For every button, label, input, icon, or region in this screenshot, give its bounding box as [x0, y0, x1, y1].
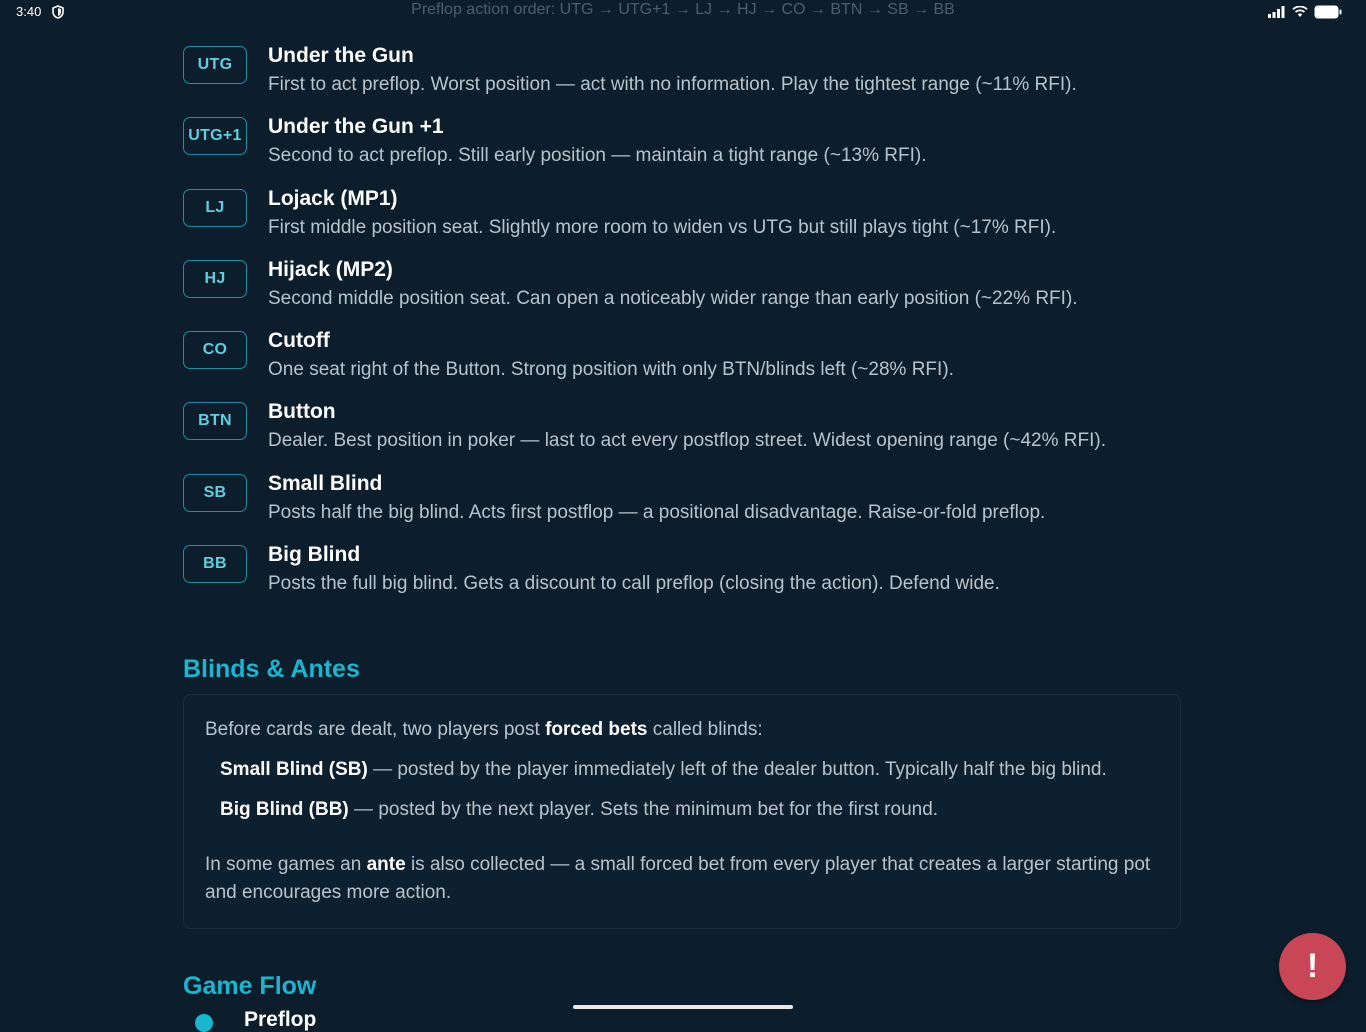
small-blind-label: Small Blind (SB) [220, 759, 368, 780]
position-title: Hijack (MP2) [268, 258, 393, 281]
position-title: Under the Gun [268, 44, 414, 67]
wifi-icon [1292, 6, 1308, 18]
signal-icon [1268, 6, 1286, 18]
ante-bold: ante [366, 854, 406, 875]
position-description: Second to act preflop. Still early position — maintain a tight range (~13% RFI). [268, 145, 927, 166]
report-button[interactable] [1279, 933, 1346, 1000]
blinds-card [183, 694, 1181, 929]
position-description: Second middle position seat. Can open a noticeably wider range than early position (~22% RFI). [268, 288, 1078, 309]
game-flow-item-preflop: Preflop [244, 1008, 317, 1031]
position-description: Posts half the big blind. Acts first postflop — a positional disadvantage. Raise-or-fold preflop. [268, 502, 1046, 523]
position-row-utg1 [183, 115, 1183, 175]
small-blind-item [220, 759, 1107, 781]
position-badge: UTG+1 [183, 117, 247, 155]
timeline-dot [195, 1014, 213, 1032]
section-title-blinds: Blinds & Antes [183, 655, 360, 683]
position-title: Cutoff [268, 329, 330, 352]
position-badge: SB [183, 474, 247, 512]
position-badge: LJ [183, 189, 247, 227]
position-description: Dealer. Best position in poker — last to act every postflop street. Widest opening range (~42% RFI). [268, 430, 1106, 451]
section-title-game-flow: Game Flow [183, 972, 317, 1000]
position-description: One seat right of the Button. Strong position with only BTN/blinds left (~28% RFI). [268, 359, 954, 380]
position-badge: CO [183, 331, 247, 369]
position-badge: BTN [183, 402, 247, 440]
position-title: Big Blind [268, 543, 361, 566]
blinds-intro-text: Before cards are dealt, two players post [205, 719, 546, 740]
blinds-intro [205, 719, 763, 741]
position-title: Lojack (MP1) [268, 187, 398, 210]
ante-text: In some games an [205, 854, 367, 875]
position-row-btn [183, 400, 1183, 460]
position-badge: BB [183, 545, 247, 583]
ante-text-end: is also collected — a small forced bet from every player that creates a larger starting pot and encourages more action. [205, 854, 1151, 903]
position-description: First middle position seat. Slightly more room to widen vs UTG but still plays tight (~17% RFI). [268, 217, 1057, 238]
small-blind-text: — posted by the player immediately left of the dealer button. Typically half the big blind. [367, 759, 1107, 780]
position-badge: UTG [183, 46, 247, 84]
status-bar [0, 0, 1366, 24]
big-blind-text: — posted by the next player. Sets the minimum bet for the first round. [348, 799, 939, 820]
position-row-hj [183, 258, 1183, 318]
position-row-sb [183, 472, 1183, 532]
position-title: Button [268, 400, 336, 423]
home-indicator[interactable] [573, 1005, 793, 1009]
position-description: Posts the full big blind. Gets a discount to call preflop (closing the action). Defend wide. [268, 573, 1000, 594]
position-title: Under the Gun +1 [268, 115, 444, 138]
exclamation-icon: ! [1306, 947, 1319, 985]
blinds-intro-bold: forced bets [545, 719, 648, 740]
position-description: First to act preflop. Worst position — act with no information. Play the tightest range (~11% RFI). [268, 74, 1077, 95]
big-blind-label: Big Blind (BB) [220, 799, 349, 820]
position-row-co [183, 329, 1183, 389]
ante-paragraph [205, 851, 1155, 907]
position-row-lj [183, 187, 1183, 247]
position-title: Small Blind [268, 472, 383, 495]
battery-icon [1314, 5, 1342, 19]
status-icons [1268, 5, 1342, 19]
big-blind-item [220, 799, 938, 821]
position-badge: HJ [183, 260, 247, 298]
blinds-intro-text-end: called blinds: [647, 719, 763, 740]
position-row-bb [183, 543, 1183, 603]
action-order-text: Preflop action order: UTG → UTG+1 → LJ → HJ → CO → BTN → SB → BB [411, 1, 955, 18]
status-time: 3:40 [16, 4, 42, 19]
position-row-utg [183, 44, 1183, 104]
